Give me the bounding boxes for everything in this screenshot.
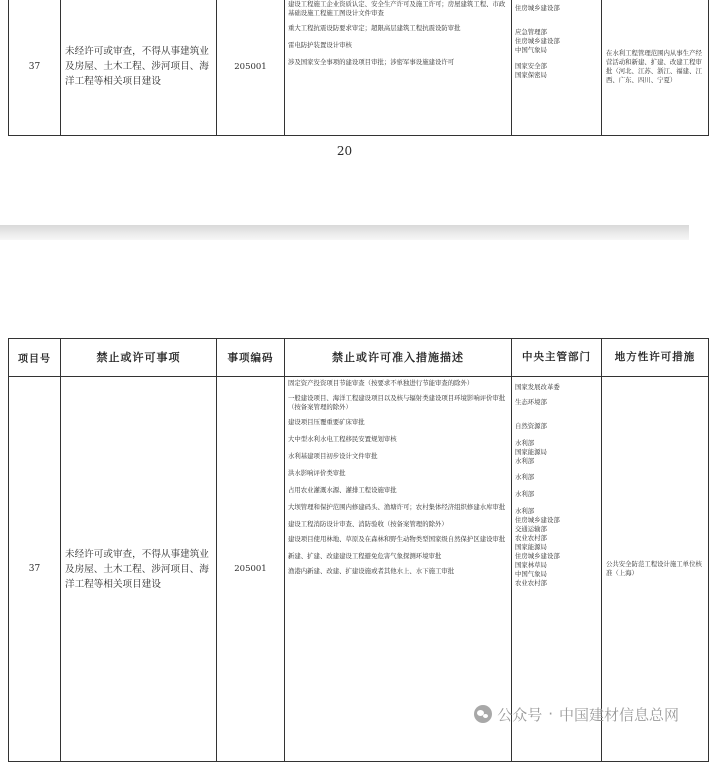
department-entry: 水利部: [515, 457, 535, 465]
measure-entry: 重大工程抗震设防要求审定；超限高层建筑工程抗震设防审批: [288, 24, 461, 32]
measure-entry: 新建、扩建、改建建设工程避免危害气象探测环境审批: [288, 552, 442, 560]
central-department-cell: [512, 0, 602, 136]
measure-entry: 涉及国家安全事项的建设项目审批；涉密军事设施建设许可: [288, 58, 455, 66]
department-entry: 住房城乡建设部: [515, 4, 560, 12]
department-entry: 生态环境部: [515, 398, 547, 406]
department-entry: 住房城乡建设部: [515, 552, 560, 560]
measure-entry: 占用农业灌溉水源、灌排工程设施审批: [288, 486, 397, 494]
table-row: [9, 0, 709, 136]
header-measure-description: 禁止或许可准入措施描述: [285, 339, 512, 377]
department-entry: 水利部 住房城乡建设部 交通运输部 农业农村部 国家能源局: [515, 507, 560, 551]
department-entry: 中国气象局: [515, 570, 547, 578]
watermark-right-text: 中国建材信息总网: [558, 705, 679, 724]
measure-description-cell: [285, 0, 512, 136]
item-name-cell: 未经许可或审查，不得从事建筑业及房屋、土木工程、涉河项目、海洋工程等相关项目建设: [61, 0, 217, 136]
page-number: 20: [336, 144, 353, 158]
item-number-cell: 37: [9, 0, 61, 136]
document-page-bottom: [0, 240, 702, 735]
header-local-permit: 地方性许可措施: [602, 339, 709, 377]
permit-table-bottom: [8, 338, 709, 762]
local-permit-cell: 公共安全防范工程设计施工单位核准（上海）: [602, 377, 709, 762]
measure-entry: 渔港内新建、改建、扩建设施或者其他水上、水下施工审批: [288, 567, 455, 575]
permit-table-top: [8, 0, 709, 136]
measure-entry: 雷电防护装置设计审核: [288, 41, 352, 49]
watermark-left-text: 公众号: [497, 705, 543, 724]
department-entry: 农业农村部: [515, 579, 547, 587]
measure-entry: 建设工程消防设计审查、消防验收（按备案管理的除外）: [288, 520, 448, 528]
local-permit-cell: 在水利工程管理范围内从事生产经营活动和新建、扩建、改建工程审批（河北、江苏、浙江、福建、江西、广东、四川、宁夏）: [602, 0, 709, 136]
department-entry: 国家发展改革委: [515, 383, 560, 391]
measure-entry: 一般建设项目、海洋工程建设项目以及核与辐射类建设项目环境影响评价审批（按备案管理的除外）: [288, 394, 506, 411]
department-entry: 水利部: [515, 490, 535, 498]
watermark: [474, 703, 679, 725]
measure-entry: 洪水影响评价类审批: [288, 469, 346, 477]
header-item-code: 事项编码: [217, 339, 285, 377]
item-code-cell: 205001: [217, 377, 285, 762]
measure-entry: 建设工程施工企业资质认定、安全生产许可及施工许可；房屋建筑工程、市政基础设施工程施工图设计文件审查: [288, 0, 506, 17]
measure-entry: 大中型水利水电工程移民安置规划审核: [288, 435, 397, 443]
department-entry: 应急管理部 住房城乡建设部: [515, 28, 560, 45]
header-central-department: 中央主管部门: [512, 339, 602, 377]
measure-entry: 建设项目压覆重要矿床审批: [288, 418, 365, 426]
document-page-top: [0, 0, 702, 225]
header-item-name: 禁止或许可事项: [61, 339, 217, 377]
department-entry: 自然资源部: [515, 422, 547, 430]
measure-entry: 大坝管理和保护范围内修建码头、渔塘许可；农村集体经济组织修建水库审批: [288, 503, 506, 511]
table-header-row: [9, 339, 709, 377]
department-entry: 水利部 国家能源局: [515, 439, 547, 456]
measure-entry: 水利基建项目初步设计文件审批: [288, 452, 378, 460]
department-entry: 国家安全部 国家保密局: [515, 62, 547, 79]
item-code-cell: 205001: [217, 0, 285, 136]
department-entry: 水利部: [515, 473, 535, 481]
item-number-cell: 37: [9, 377, 61, 762]
watermark-dot: ·: [548, 705, 553, 723]
page-separator: [0, 225, 689, 240]
department-entry: 国家林草局: [515, 561, 547, 569]
measure-entry: 固定资产投资项目节能审查（按要求不单独进行节能审查的除外）: [288, 379, 474, 387]
measure-entry: 建设项目使用林地、草原及在森林和野生动物类型国家级自然保护区建设审批: [288, 535, 506, 543]
wechat-icon: [474, 705, 492, 723]
department-entry: 中国气象局: [515, 46, 547, 54]
header-item-number: 项目号: [9, 339, 61, 377]
item-name-cell: 未经许可或审查，不得从事建筑业及房屋、土木工程、涉河项目、海洋工程等相关项目建设: [61, 377, 217, 762]
